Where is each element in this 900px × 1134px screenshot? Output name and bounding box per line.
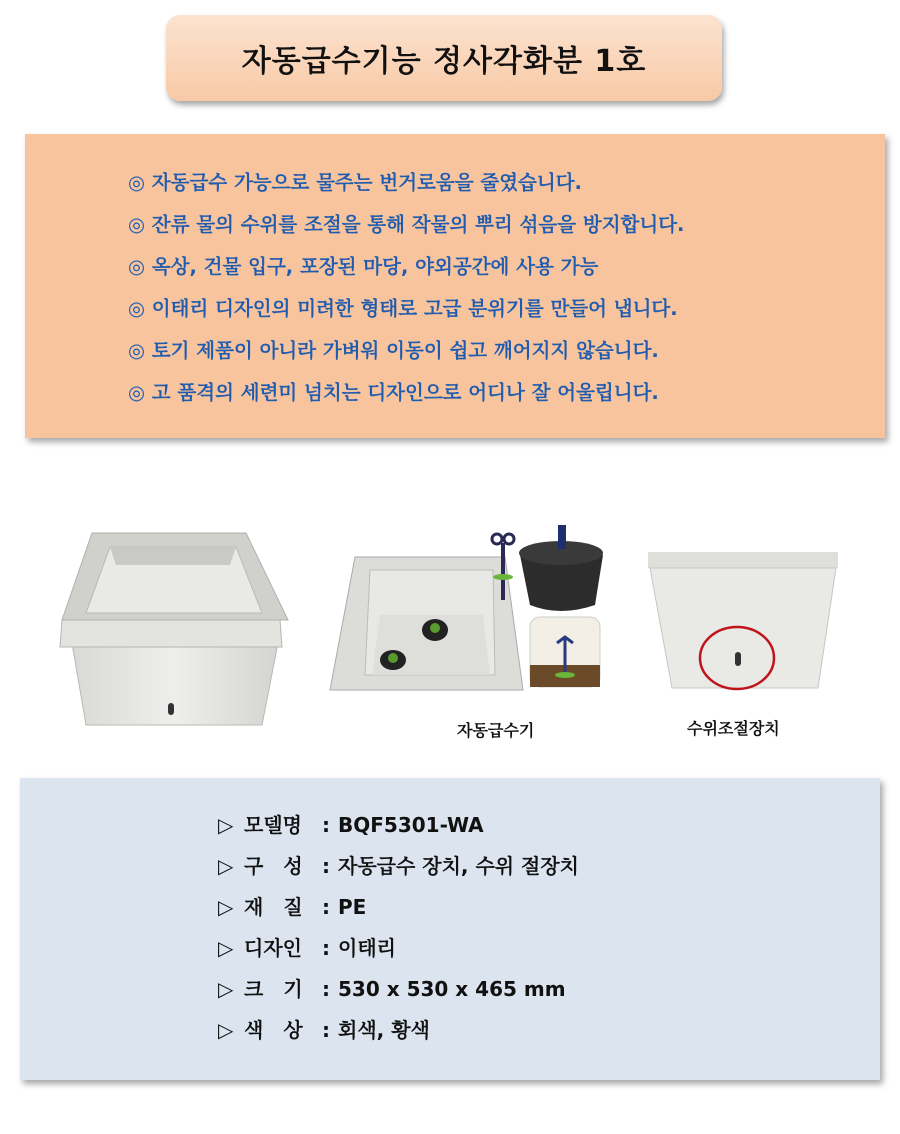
spec-row [218,808,579,849]
spec-value: 자동급수 장치, 수위 절장치 [338,854,580,878]
spec-row [218,1013,579,1054]
spec-separator: : [322,813,330,837]
level-control-photo [640,548,850,693]
triangle-icon: ▷ [218,1018,234,1042]
spec-separator: : [322,977,330,1001]
spec-row [218,890,579,931]
spec-label: 디자인 [244,936,302,960]
spec-label: 색 상 [244,1018,303,1042]
spec-separator: : [322,1018,330,1042]
level-control-caption: 수위조절장치 [687,719,780,738]
page-title: 자동급수기능 정사각화분 1호 [241,44,647,79]
spec-separator: : [322,854,330,878]
spec-label: 구 성 [244,854,303,878]
spec-separator: : [322,936,330,960]
triangle-icon: ▷ [218,936,234,960]
spec-value: 회색, 황색 [338,1018,430,1042]
feature-item: ◎ 고 품격의 세련미 넘치는 디자인으로 어디나 잘 어울립니다. [128,381,659,404]
spec-value: BQF5301-WA [338,813,484,837]
feature-item: ◎ 토기 제품이 아니라 가벼워 이동이 쉽고 깨어지지 않습니다. [128,339,659,362]
spec-value: 이태리 [338,936,396,960]
feature-list [128,166,684,418]
spec-value: 530 x 530 x 465 mm [338,977,566,1001]
spec-list [218,808,579,1054]
triangle-icon: ▷ [218,977,234,1001]
spec-label: 모델명 [244,813,302,837]
auto-water-photo [325,525,615,700]
spec-separator: : [322,895,330,919]
spec-row [218,849,579,890]
feature-item: ◎ 잔류 물의 수위를 조절을 통해 작물의 뿌리 섞음을 방지합니다. [128,213,685,236]
triangle-icon: ▷ [218,895,234,919]
planter-photo [50,525,290,730]
spec-panel [20,778,880,1080]
triangle-icon: ▷ [218,813,234,837]
spec-label: 크 기 [244,977,303,1001]
spec-row [218,931,579,972]
feature-item: ◎ 옥상, 건물 입구, 포장된 마당, 야외공간에 사용 가능 [128,255,599,278]
feature-panel [25,134,885,438]
spec-row [218,972,579,1013]
feature-item: ◎ 자동급수 가능으로 물주는 번거로움을 줄였습니다. [128,171,582,194]
spec-value: PE [338,895,367,919]
title-banner [166,15,722,101]
auto-water-caption: 자동급수기 [457,721,535,740]
triangle-icon: ▷ [218,854,234,878]
feature-item: ◎ 이태리 디자인의 미려한 형태로 고급 분위기를 만들어 냅니다. [128,297,678,320]
spec-label: 재 질 [244,895,303,919]
